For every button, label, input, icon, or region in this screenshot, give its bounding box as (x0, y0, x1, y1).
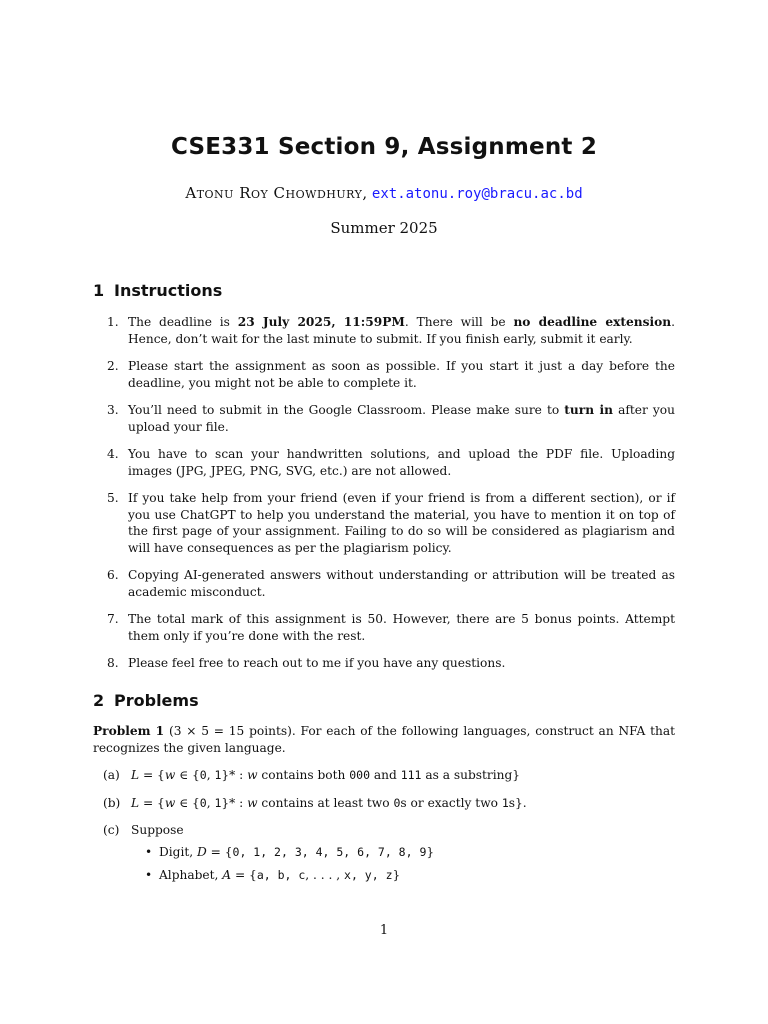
section-title: Instructions (114, 281, 223, 300)
author-name: Atonu Roy Chowdhury (185, 184, 363, 202)
instruction-item (93, 611, 675, 644)
bullet-item (145, 844, 434, 861)
text-fragment: You’ll need to submit in the Google Classroom. Please make sure to (128, 403, 565, 417)
text-fragment: ∈ { (175, 768, 200, 782)
math-variable: w (247, 795, 258, 810)
instruction-item (93, 314, 675, 347)
text-fragment: . There will be (404, 315, 514, 329)
instruction-item (93, 655, 675, 672)
subpart-marker: (a) (103, 768, 120, 782)
list-marker: 1. (107, 315, 119, 329)
text-fragment: Alphabet, (159, 867, 223, 882)
symbol-text: 111 (400, 768, 422, 782)
text-fragment: } (392, 867, 401, 882)
text-fragment: Copying AI-generated answers without understanding or attribution will be treated as academic misconduct. (128, 568, 675, 599)
instruction-item (93, 358, 675, 391)
math-variable: L (131, 795, 140, 810)
symbol-text: 0 (199, 768, 207, 782)
text-fragment: ∈ { (175, 795, 200, 810)
symbol-text: 1 (214, 768, 222, 782)
section-title: Problems (114, 691, 199, 710)
symbol-text: 1 (501, 795, 509, 810)
text-fragment: contains both (257, 768, 350, 782)
problem-text: For each of the following languages, construct an NFA that recognizes the given language. (93, 724, 676, 755)
instruction-item (93, 402, 675, 435)
problem-1-subparts (93, 767, 675, 850)
emphasis-text: no deadline extension (513, 315, 672, 329)
list-marker: 8. (107, 656, 119, 670)
section-heading-problems (93, 691, 199, 710)
author-email-link[interactable]: ext.atonu.roy@bracu.ac.bd (371, 186, 583, 202)
text-fragment: The deadline is (128, 315, 238, 329)
text-fragment: You have to scan your handwritten solutions, and upload the PDF file. Uploading images (JPG, JPEG, PNG, SVG, etc.) are not allowed. (128, 447, 675, 478)
subpart-item (93, 795, 675, 812)
text-fragment: Digit, (159, 845, 198, 859)
math-variable: A (222, 867, 232, 882)
list-marker: 3. (107, 403, 119, 417)
list-marker: 2. (107, 359, 119, 373)
symbol-text: a, b, c (256, 867, 306, 882)
subpart-marker: (c) (103, 823, 120, 837)
text-fragment: , . . . , (305, 867, 345, 882)
text-fragment: Please start the assignment as soon as possible. If you start it just a day before the deadline, you might not be able to complete it. (128, 359, 675, 390)
math-variable: L (131, 768, 140, 782)
problem-label: Problem 1 (93, 724, 165, 738)
text-fragment: . Hence, don’t wait for the last minute to submit. If you finish early, submit it early. (128, 315, 676, 346)
text-fragment: Please feel free to reach out to me if you have any questions. (128, 656, 506, 670)
symbol-text: 000 (349, 768, 371, 782)
text-fragment: The total mark of this assignment is 50. However, there are 5 bonus points. Attempt them only if you’re done with the rest. (128, 612, 675, 643)
math-variable: w (164, 795, 176, 810)
text-fragment: contains at least two (257, 795, 394, 810)
math-variable: w (247, 768, 258, 782)
math-variable: w (164, 768, 176, 782)
text-fragment: s}. (508, 795, 527, 810)
subpart-item (93, 822, 675, 839)
text-fragment: , (206, 795, 215, 810)
problem-points: (3 × 5 = 15 points). (168, 724, 296, 738)
text-fragment: = { (139, 768, 165, 782)
section-heading-instructions (93, 281, 222, 300)
instruction-item (93, 567, 675, 600)
emphasis-text: 23 July 2025, 11:59PM (237, 315, 405, 329)
instruction-item (93, 446, 675, 479)
symbol-text: 0, 1, 2, 3, 4, 5, 6, 7, 8, 9 (232, 845, 427, 859)
math-variable: D (197, 845, 207, 859)
emphasis-text: turn in (564, 403, 614, 417)
symbol-text: 0 (199, 795, 207, 810)
text-fragment: = { (139, 795, 165, 810)
text-fragment: }* : (221, 795, 248, 810)
list-marker: 7. (107, 612, 119, 626)
page-number: 1 (379, 923, 389, 938)
symbol-text: x, y, z (344, 867, 393, 882)
list-marker: 4. (107, 447, 119, 461)
section-number: 1 (93, 281, 105, 300)
text-fragment: } (426, 845, 435, 859)
text-fragment: = { (206, 845, 233, 859)
symbol-text: 0 (393, 795, 401, 810)
section-number: 2 (93, 691, 105, 710)
list-marker: 6. (107, 568, 119, 582)
subpart-item (93, 767, 675, 784)
text-fragment: as a substring} (421, 768, 521, 782)
problem-1c-bullets (145, 844, 434, 889)
text-fragment: = { (231, 867, 257, 882)
text-fragment: and (370, 768, 401, 782)
instruction-item (93, 490, 675, 556)
text-fragment: Suppose (131, 823, 184, 837)
symbol-text: 1 (214, 795, 222, 810)
text-fragment: }* : (221, 768, 248, 782)
text-fragment: s or exactly two (400, 795, 502, 810)
subpart-marker: (b) (103, 795, 121, 810)
text-fragment: , (206, 768, 215, 782)
author-line (0, 184, 768, 202)
instructions-list (93, 314, 675, 683)
list-marker: 5. (107, 491, 119, 505)
text-fragment: If you take help from your friend (even if your friend is from a different section), or if you use ChatGPT to help you understand the material, you have to mention it on top of the first page of your assignment. Failing to do so will be considered as plagiarism and will have consequences as per the plagiarism policy. (128, 491, 675, 555)
term-label: Summer 2025 (330, 219, 438, 237)
page-title: CSE331 Section 9, Assignment 2 (170, 134, 598, 160)
text-fragment: after you upload your file. (128, 403, 675, 434)
bullet-item (145, 867, 434, 884)
problem-1-statement (93, 723, 675, 756)
author-separator: , (362, 184, 368, 202)
